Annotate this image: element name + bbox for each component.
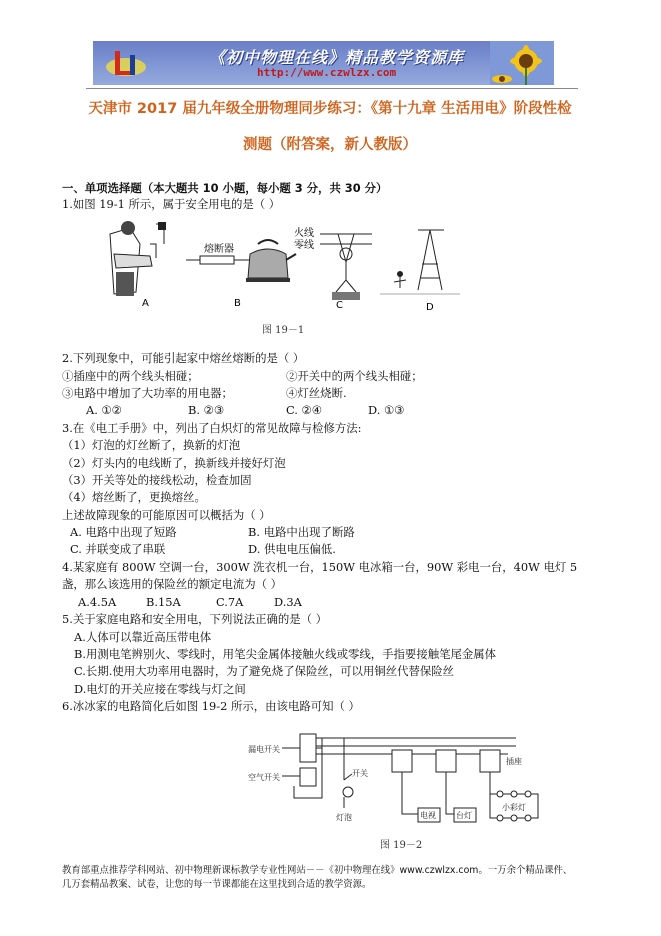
circuit-label-lamp: 灯泡 <box>336 813 352 822</box>
question-3-summary: 上述故障现象的可能原因可以概括为（ ） <box>62 508 271 522</box>
figure-label-a: A <box>142 298 149 309</box>
circuit-label-air-switch: 空气开关 <box>248 773 280 782</box>
circuit-label-desk-lamp: 台灯 <box>456 811 472 820</box>
question-5-choice-a: A.人体可以靠近高压带电体 <box>74 630 212 644</box>
figure-19-2-circuit <box>248 718 558 842</box>
question-3-item-2: （2）灯头内的电线断了，换新线并接好灯泡 <box>62 456 286 470</box>
circuit-label-tv: 电视 <box>420 811 436 820</box>
question-3-stem: 3.在《电工手册》中，列出了白炽灯的常见故障与检修方法: <box>62 421 362 435</box>
banner-title: 《初中物理在线》精品教学资源库 <box>209 48 465 67</box>
figure-label-b: B <box>234 298 241 309</box>
question-3-choice-a: A. 电路中出现了短路 <box>70 525 177 539</box>
question-3-item-4: （4）熔丝断了，更换熔丝。 <box>62 490 206 504</box>
circuit-label-leak-switch: 漏电开关 <box>248 745 280 754</box>
question-2-option-4: ④灯丝烧断. <box>286 386 347 400</box>
header-banner <box>93 41 554 85</box>
question-4-stem-line2: 盏，那么该选用的保险丝的额定电流为（ ） <box>62 577 283 591</box>
footer-line-2: 几万套精品教案、试卷，让您的每一节课都能在这里找到合适的教学资源。 <box>62 879 372 890</box>
circuit-label-switch: 开关 <box>352 769 368 778</box>
question-5-choice-b: B.用测电笔辨别火、零线时，用笔尖金属体接触火线或零线，手指要接触笔尾金属体 <box>74 647 497 661</box>
question-2-choice-d: D. ①③ <box>368 403 405 417</box>
figure-c-illustration <box>320 234 372 300</box>
sunflower-icon <box>490 41 554 85</box>
page-footer <box>62 864 607 892</box>
figure-label-c: C <box>336 300 343 311</box>
question-5-stem: 5.关于家庭电路和安全用电，下列说法正确的是（ ） <box>62 612 328 626</box>
site-logo-icon <box>103 45 149 81</box>
figure-label-fuse: 熔断器 <box>204 244 234 255</box>
question-4-choice-a: A.4.5A <box>78 595 117 609</box>
question-4-choice-c: C.7A <box>216 595 244 609</box>
header-divider <box>86 88 578 89</box>
question-3-choice-c: C. 并联变成了串联 <box>70 542 166 556</box>
question-4-choice-d: D.3A <box>274 595 302 609</box>
banner-url[interactable]: http://www.czwlzx.com <box>257 66 397 79</box>
figure-label-neutral: 零线 <box>294 240 314 251</box>
figure-19-1 <box>100 214 460 316</box>
question-3-item-1: （1）灯泡的灯丝断了，换新的灯泡 <box>62 438 241 452</box>
section-heading: 一、单项选择题（本大题共 10 小题，每小题 3 分，共 30 分） <box>62 181 388 195</box>
question-3-choice-d: D. 供电电压偏低. <box>248 542 336 556</box>
figure-d-illustration <box>380 230 460 294</box>
circuit-label-socket: 插座 <box>506 757 522 766</box>
figure-label-live: 火线 <box>294 228 314 239</box>
question-4-stem-line1: 4.某家庭有 800W 空调一台，300W 洗衣机一台，150W 电冰箱一台，90W 彩电一台，40W 电灯 5 <box>62 560 578 574</box>
question-2-option-1: ①插座中的两个线头相碰； <box>62 369 199 383</box>
question-4-choice-b: B.15A <box>146 595 181 609</box>
circuit-label-color-lamp: 小彩灯 <box>502 803 526 812</box>
document-title-line2: 测题（附答案，新人教版） <box>243 137 417 153</box>
question-3-item-3: （3）开关等处的接线松动，检查加固 <box>62 473 252 487</box>
question-5-choice-c: C.长期.使用大功率用电器时，为了避免烧了保险丝，可以用铜丝代替保险丝 <box>74 664 455 678</box>
figure-a-illustration <box>110 221 166 296</box>
figure-caption-19-1: 图 19－1 <box>262 325 305 336</box>
footer-line-1: 教育部重点推荐学科网站、初中物理新课标教学专业性网站－－《初中物理在线》www.czwlzx.com。一万余个精品课件、 <box>62 865 573 876</box>
question-5-choice-d: D.电灯的开关应接在零线与灯之间 <box>74 682 246 696</box>
figure-label-d: D <box>426 302 434 313</box>
figure-b-illustration <box>186 240 296 282</box>
question-2-choice-a: A. ①② <box>86 403 122 417</box>
document-title-line1: 天津市 2017 届九年级全册物理同步练习：《第十九章 生活用电》阶段性检 <box>88 101 572 117</box>
question-3-choice-b: B. 电路中出现了断路 <box>248 525 355 539</box>
question-2-option-2: ②开关中的两个线头相碰； <box>286 369 423 383</box>
question-2-choice-c: C. ②④ <box>286 403 322 417</box>
question-2-option-3: ③电路中增加了大功率的用电器； <box>62 386 233 400</box>
question-6-stem: 6.冰冰家的电路简化后如图 19-2 所示，由该电路可知（ ） <box>62 699 360 713</box>
figure-caption-19-2: 图 19－2 <box>380 840 423 851</box>
question-2-stem: 2.下列现象中，可能引起家中熔丝熔断的是（ ） <box>62 351 305 365</box>
question-1-stem: 1.如图 19-1 所示，属于安全用电的是（ ） <box>62 197 281 211</box>
question-2-choice-b: B. ②③ <box>188 403 225 417</box>
